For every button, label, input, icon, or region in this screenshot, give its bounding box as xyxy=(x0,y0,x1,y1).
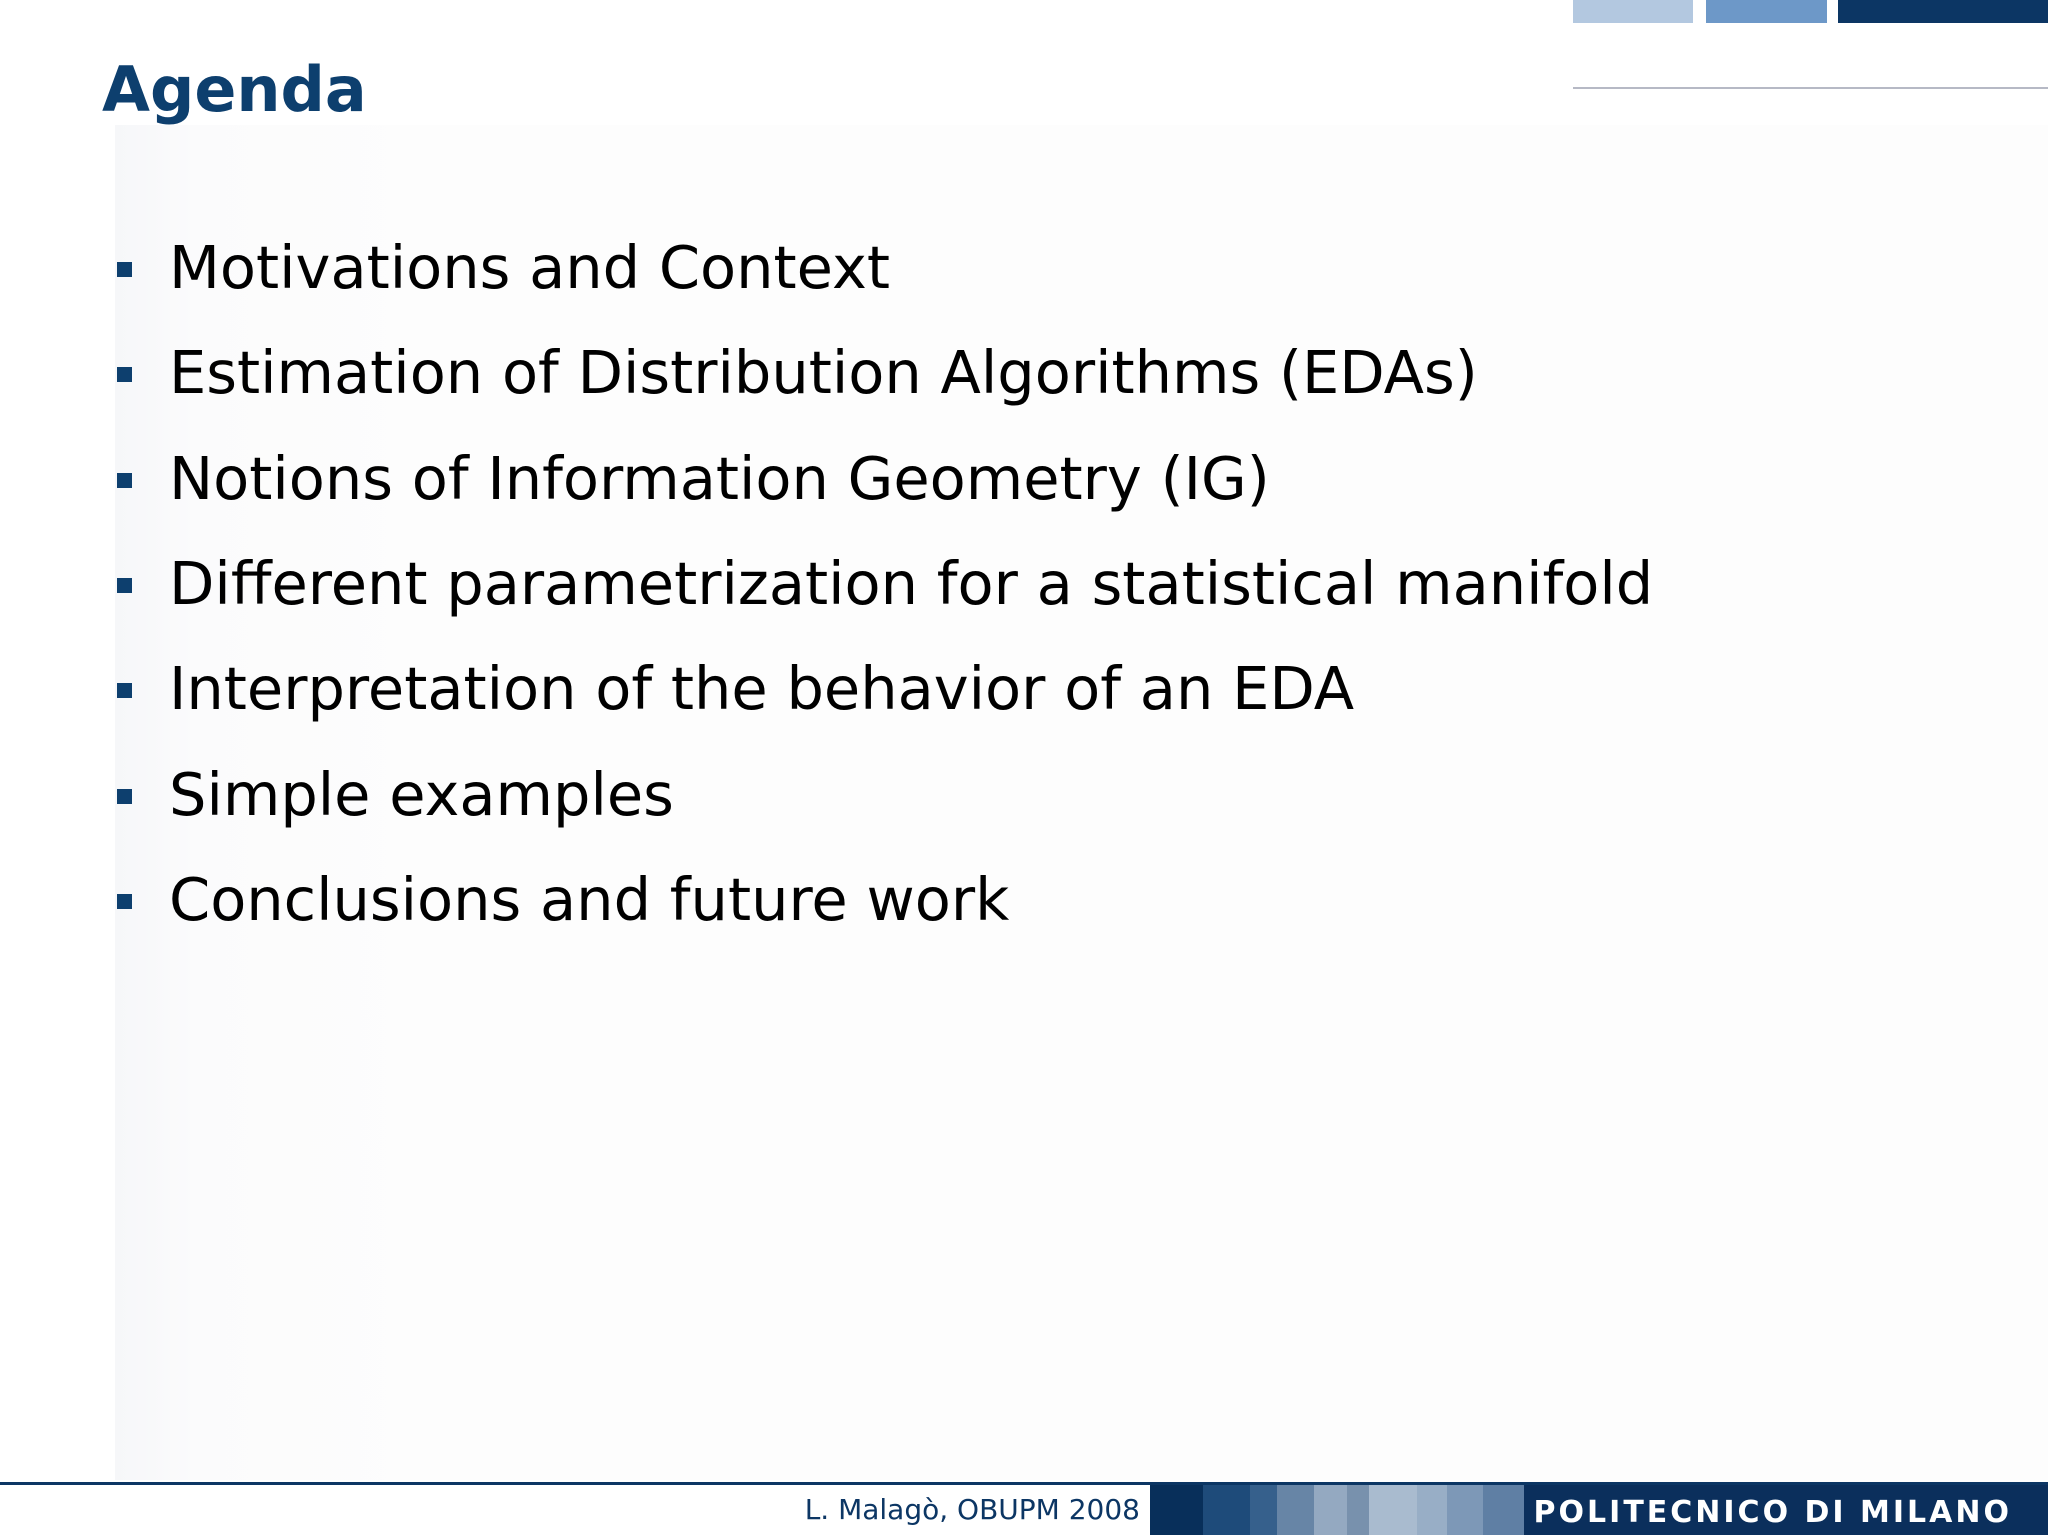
square-bullet-icon xyxy=(117,578,132,593)
brand-stripe xyxy=(1347,1485,1369,1535)
agenda-item-label: Interpretation of the behavior of an EDA xyxy=(169,654,1355,723)
agenda-item-label: Notions of Information Geometry (IG) xyxy=(169,444,1270,513)
square-bullet-icon xyxy=(117,473,132,488)
brand-stripe xyxy=(1150,1485,1203,1535)
agenda-item-label: Different parametrization for a statistical manifold xyxy=(169,549,1654,618)
agenda-item-label: Simple examples xyxy=(169,760,674,829)
brand-stripe xyxy=(1483,1485,1524,1535)
square-bullet-icon xyxy=(117,683,132,698)
header-accent-dark xyxy=(1838,0,2048,23)
brand-stripe xyxy=(1277,1485,1314,1535)
agenda-item-parametrization xyxy=(117,549,1717,619)
slide-title: Agenda xyxy=(102,53,367,126)
agenda-item-motivations xyxy=(117,233,1717,303)
footer-credit: L. Malagò, OBUPM 2008 xyxy=(804,1493,1140,1526)
square-bullet-icon xyxy=(117,894,132,909)
square-bullet-icon xyxy=(117,367,132,382)
agenda-item-conclusions xyxy=(117,865,1717,935)
agenda-item-label: Estimation of Distribution Algorithms (EDAs) xyxy=(169,338,1478,407)
header-divider xyxy=(1573,87,2048,89)
brand-stripe xyxy=(1203,1485,1250,1535)
agenda-item-interpretation xyxy=(117,654,1717,724)
agenda-item-information-geometry xyxy=(117,444,1717,514)
institution-logo: POLITECNICO DI MILANO xyxy=(1533,1495,2012,1530)
header-accent-light xyxy=(1573,0,1693,23)
footer-brand-band xyxy=(1150,1485,2048,1535)
square-bullet-icon xyxy=(117,262,132,277)
brand-stripe xyxy=(1369,1485,1417,1535)
brand-stripe xyxy=(1447,1485,1483,1535)
agenda-item-label: Conclusions and future work xyxy=(169,865,1010,934)
agenda-item-examples xyxy=(117,760,1717,830)
square-bullet-icon xyxy=(117,789,132,804)
agenda-item-edas xyxy=(117,338,1717,408)
brand-stripe xyxy=(1314,1485,1347,1535)
brand-stripe xyxy=(1417,1485,1447,1535)
agenda-item-label: Motivations and Context xyxy=(169,233,890,302)
header-accent-mid xyxy=(1706,0,1827,23)
brand-stripe xyxy=(1250,1485,1277,1535)
